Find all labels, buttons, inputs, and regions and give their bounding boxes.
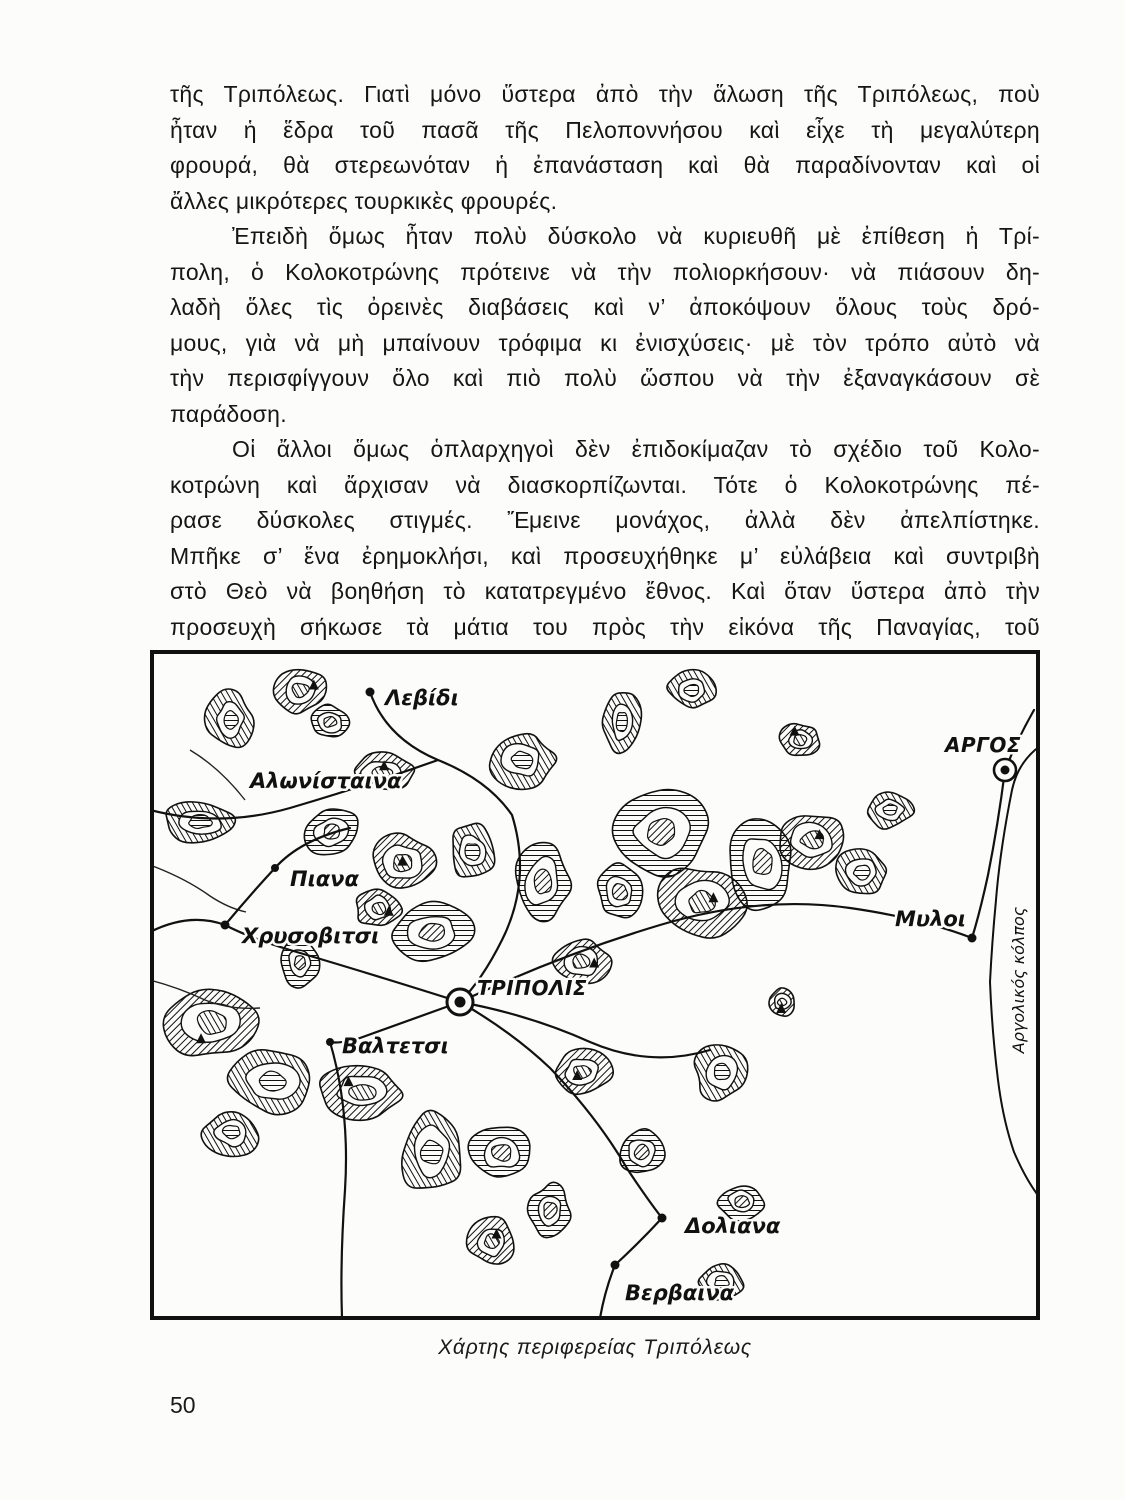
mountain-summit xyxy=(735,1196,750,1208)
paragraph-3 xyxy=(170,432,1040,645)
mountain-summit xyxy=(294,956,305,970)
paragraph-1 xyxy=(170,77,1040,219)
label-alonistaina: Αλωνίσταινα xyxy=(250,769,402,793)
body-text xyxy=(170,77,1040,645)
paragraph-2 xyxy=(170,219,1040,432)
label-levidi: Λεβίδι xyxy=(385,686,459,710)
text-line: τῆς Τριπόλεως. Γιατὶ μόνο ὕστερα ἀπὸ τὴν ἅλωση τῆς Τριπόλεως, ποὺ xyxy=(170,81,1040,107)
mountain xyxy=(779,724,819,756)
city-marker-argos xyxy=(994,759,1016,781)
text-line: Ἐπειδὴ ὅμως ἦταν πολὺ δύσκολο νὰ κυριευθῆ μὲ ἐπίθεση ἡ Τρί- xyxy=(232,223,1040,249)
town-marker-doliana xyxy=(658,1214,667,1223)
text-line: τὴν περισφίγγουν ὅλο καὶ πιὸ πολὺ ὥσπου νὰ τὴν ἐξαναγκάσουν σὲ xyxy=(170,365,1040,391)
town-marker-levidi xyxy=(366,688,375,697)
mountain-summit xyxy=(616,713,627,732)
mountain-summit xyxy=(465,844,480,861)
label-piana: Πιανα xyxy=(290,867,359,891)
town-marker-chrysovitsi xyxy=(221,921,230,930)
mountain-summit xyxy=(349,1085,376,1100)
city-marker-tripolis xyxy=(447,989,473,1015)
mountain-summit xyxy=(324,716,337,727)
text-line: φρουρά, θὰ στερεωνόταν ἡ ἐπανάσταση καὶ θὰ παραδίνονταν καὶ οἱ xyxy=(170,152,1040,178)
label-doliana: Δολιανα xyxy=(685,1214,781,1238)
label-vervaina: Βερβαινα xyxy=(625,1281,735,1305)
label-tripolis: ΤΡΙΠΟΛΙΣ xyxy=(477,976,588,1000)
label-argolic-gulf: Αργολικός κόλπος xyxy=(1009,906,1028,1054)
label-valtetsi: Βαλτετσι xyxy=(342,1034,449,1058)
text-line: ἄλλες μικρότερες τουρκικὲς φρουρές. xyxy=(170,187,558,214)
text-line: προσευχὴ σήκωσε τὰ μάτια του πρὸς τὴν εἰκόνα τῆς Παναγίας, τοῦ xyxy=(170,613,1040,640)
tripoli-region-map xyxy=(150,650,1040,1320)
town-marker-vervaina xyxy=(611,1261,620,1270)
text-line: Οἱ ἄλλοι ὅμως ὁπλαρχηγοὶ δὲν ἐπιδοκίμαζαν τὸ σχέδιο τοῦ Κολο- xyxy=(232,436,1040,462)
town-marker-myloi xyxy=(968,934,977,943)
map-caption: Χάρτης περιφερείας Τριπόλεως xyxy=(438,1336,752,1359)
label-myloi: Μυλοι xyxy=(895,907,966,931)
map-drawing xyxy=(150,650,1040,1320)
mountain-summit xyxy=(372,903,385,915)
mountain-summit xyxy=(534,869,551,894)
map-background xyxy=(150,650,1040,1320)
page-number: 50 xyxy=(170,1392,196,1418)
text-line: παράδοση. xyxy=(170,400,287,427)
text-line: κοτρώνη καὶ ἄρχισαν νὰ διασκορπίζωνται. Τότε ὁ Κολοκοτρώνης πέ- xyxy=(170,471,1040,498)
text-line: λαδὴ ὅλες τὶς ὀρεινὲς διαβάσεις καὶ ν’ ἀποκόψουν ὅλους τοὺς δρό- xyxy=(170,294,1040,320)
text-line: Μπῆκε σ’ ἕνα ἐρημοκλήσι, καὶ προσευχήθηκε μ’ εὐλάβεια καὶ συντριβὴ xyxy=(170,542,1040,569)
text-line: μους, γιὰ νὰ μὴ μπαίνουν τρόφιμα κι ἐνισχύσεις· μὲ τὸν τρόπο αὐτὸ νὰ xyxy=(170,329,1040,356)
label-argos: ΑΡΓΟΣ xyxy=(945,733,1022,757)
text-line: ρασε δύσκολες στιγμές. Ἔμεινε μονάχος, ἀλλὰ δὲν ἀπελπίστηκε. xyxy=(170,507,1040,533)
text-line: ἦταν ἡ ἕδρα τοῦ πασᾶ τῆς Πελοποννήσου καὶ εἶχε τὴ μεγαλύτερη xyxy=(170,116,1040,143)
town-marker-piana xyxy=(271,864,279,872)
label-chrysovitsi: Χρυσοβιτσι xyxy=(242,924,380,948)
town-marker-valtetsi xyxy=(326,1038,334,1046)
text-line: στὸ Θεὸ νὰ βοηθήση τὸ κατατρεγμένο ἔθνος. Καὶ ὅταν ὕστερα ἀπὸ τὴν xyxy=(170,578,1040,604)
mountain-summit xyxy=(794,734,807,745)
text-line: πολη, ὁ Κολοκοτρώνης πρότεινε νὰ τὴν πολιορκήσουν· νὰ πιάσουν δη- xyxy=(170,258,1040,285)
